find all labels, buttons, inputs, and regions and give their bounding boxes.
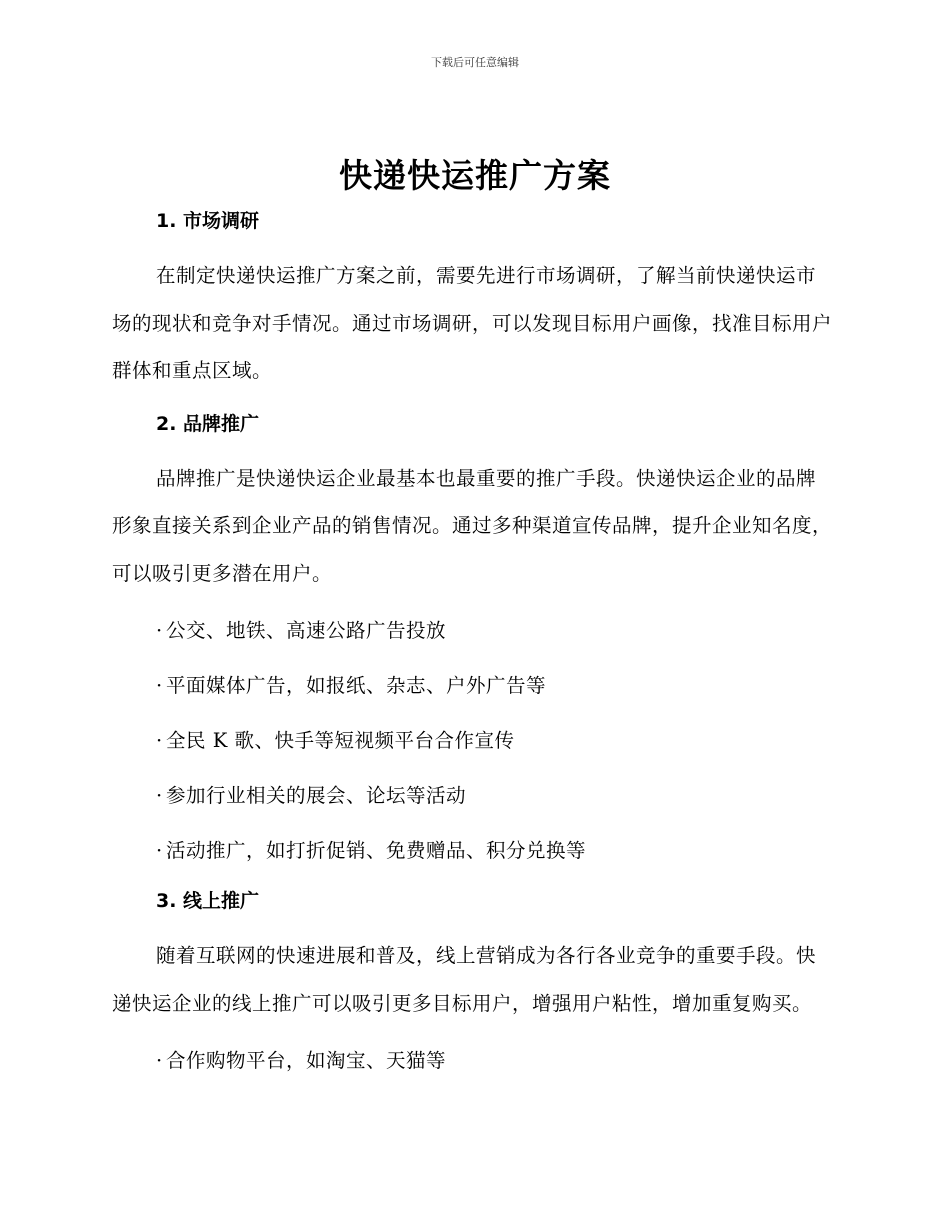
list-item-text: 平面媒体广告，如报纸、杂志、户外广告等 — [166, 674, 547, 697]
list-item — [112, 713, 832, 768]
section-paragraph-online-promotion: 随着互联网的快速进展和普及，线上营销成为各行各业竞争的重要手段。快递快运企业的线上推广可以吸引更多目标用户，增强用户粘性，增加重复购买。 — [112, 944, 817, 1015]
list-item-text: 活动推广，如打折促销、免费赠品、积分兑换等 — [166, 839, 587, 862]
section-heading-online-promotion: 3. 线上推广 — [156, 890, 260, 912]
section-heading-market-research: 1. 市场调研 — [156, 210, 260, 232]
list-item — [112, 1033, 832, 1088]
bullet-dot: · — [156, 674, 163, 697]
document-title: 快递快运推广方案 — [339, 156, 611, 195]
list-item — [112, 603, 832, 658]
section-heading-brand-promotion: 2. 品牌推广 — [156, 412, 260, 435]
section-paragraph-market-research: 在制定快递快运推广方案之前，需要先进行市场调研，了解当前快递快运市场的现状和竞争对手情况。通过市场调研，可以发现目标用户画像，找准目标用户群体和重点区域。 — [112, 264, 833, 382]
section-paragraph-brand-promotion: 品牌推广是快递快运企业最基本也最重要的推广手段。快递快运企业的品牌形象直接关系到企业产品的销售情况。通过多种渠道宣传品牌，提升企业知名度，可以吸引更多潜在用户。 — [112, 466, 833, 585]
list-item-text: 全民 K 歌、快手等短视频平台合作宣传 — [166, 729, 515, 752]
bullet-dot: · — [156, 1049, 163, 1072]
header-note: 下载后可任意编辑 — [431, 56, 519, 69]
list-item — [112, 823, 832, 878]
bullet-dot: · — [156, 729, 163, 752]
list-item — [112, 768, 832, 823]
bullet-dot: · — [156, 619, 163, 642]
list-item-text: 参加行业相关的展会、论坛等活动 — [166, 784, 467, 807]
list-item-text: 合作购物平台，如淘宝、天猫等 — [166, 1049, 447, 1072]
bullet-dot: · — [156, 784, 163, 807]
list-item-text: 公交、地铁、高速公路广告投放 — [166, 619, 447, 642]
bullet-dot: · — [156, 839, 163, 862]
document-body — [112, 198, 832, 1088]
list-item — [112, 658, 832, 713]
